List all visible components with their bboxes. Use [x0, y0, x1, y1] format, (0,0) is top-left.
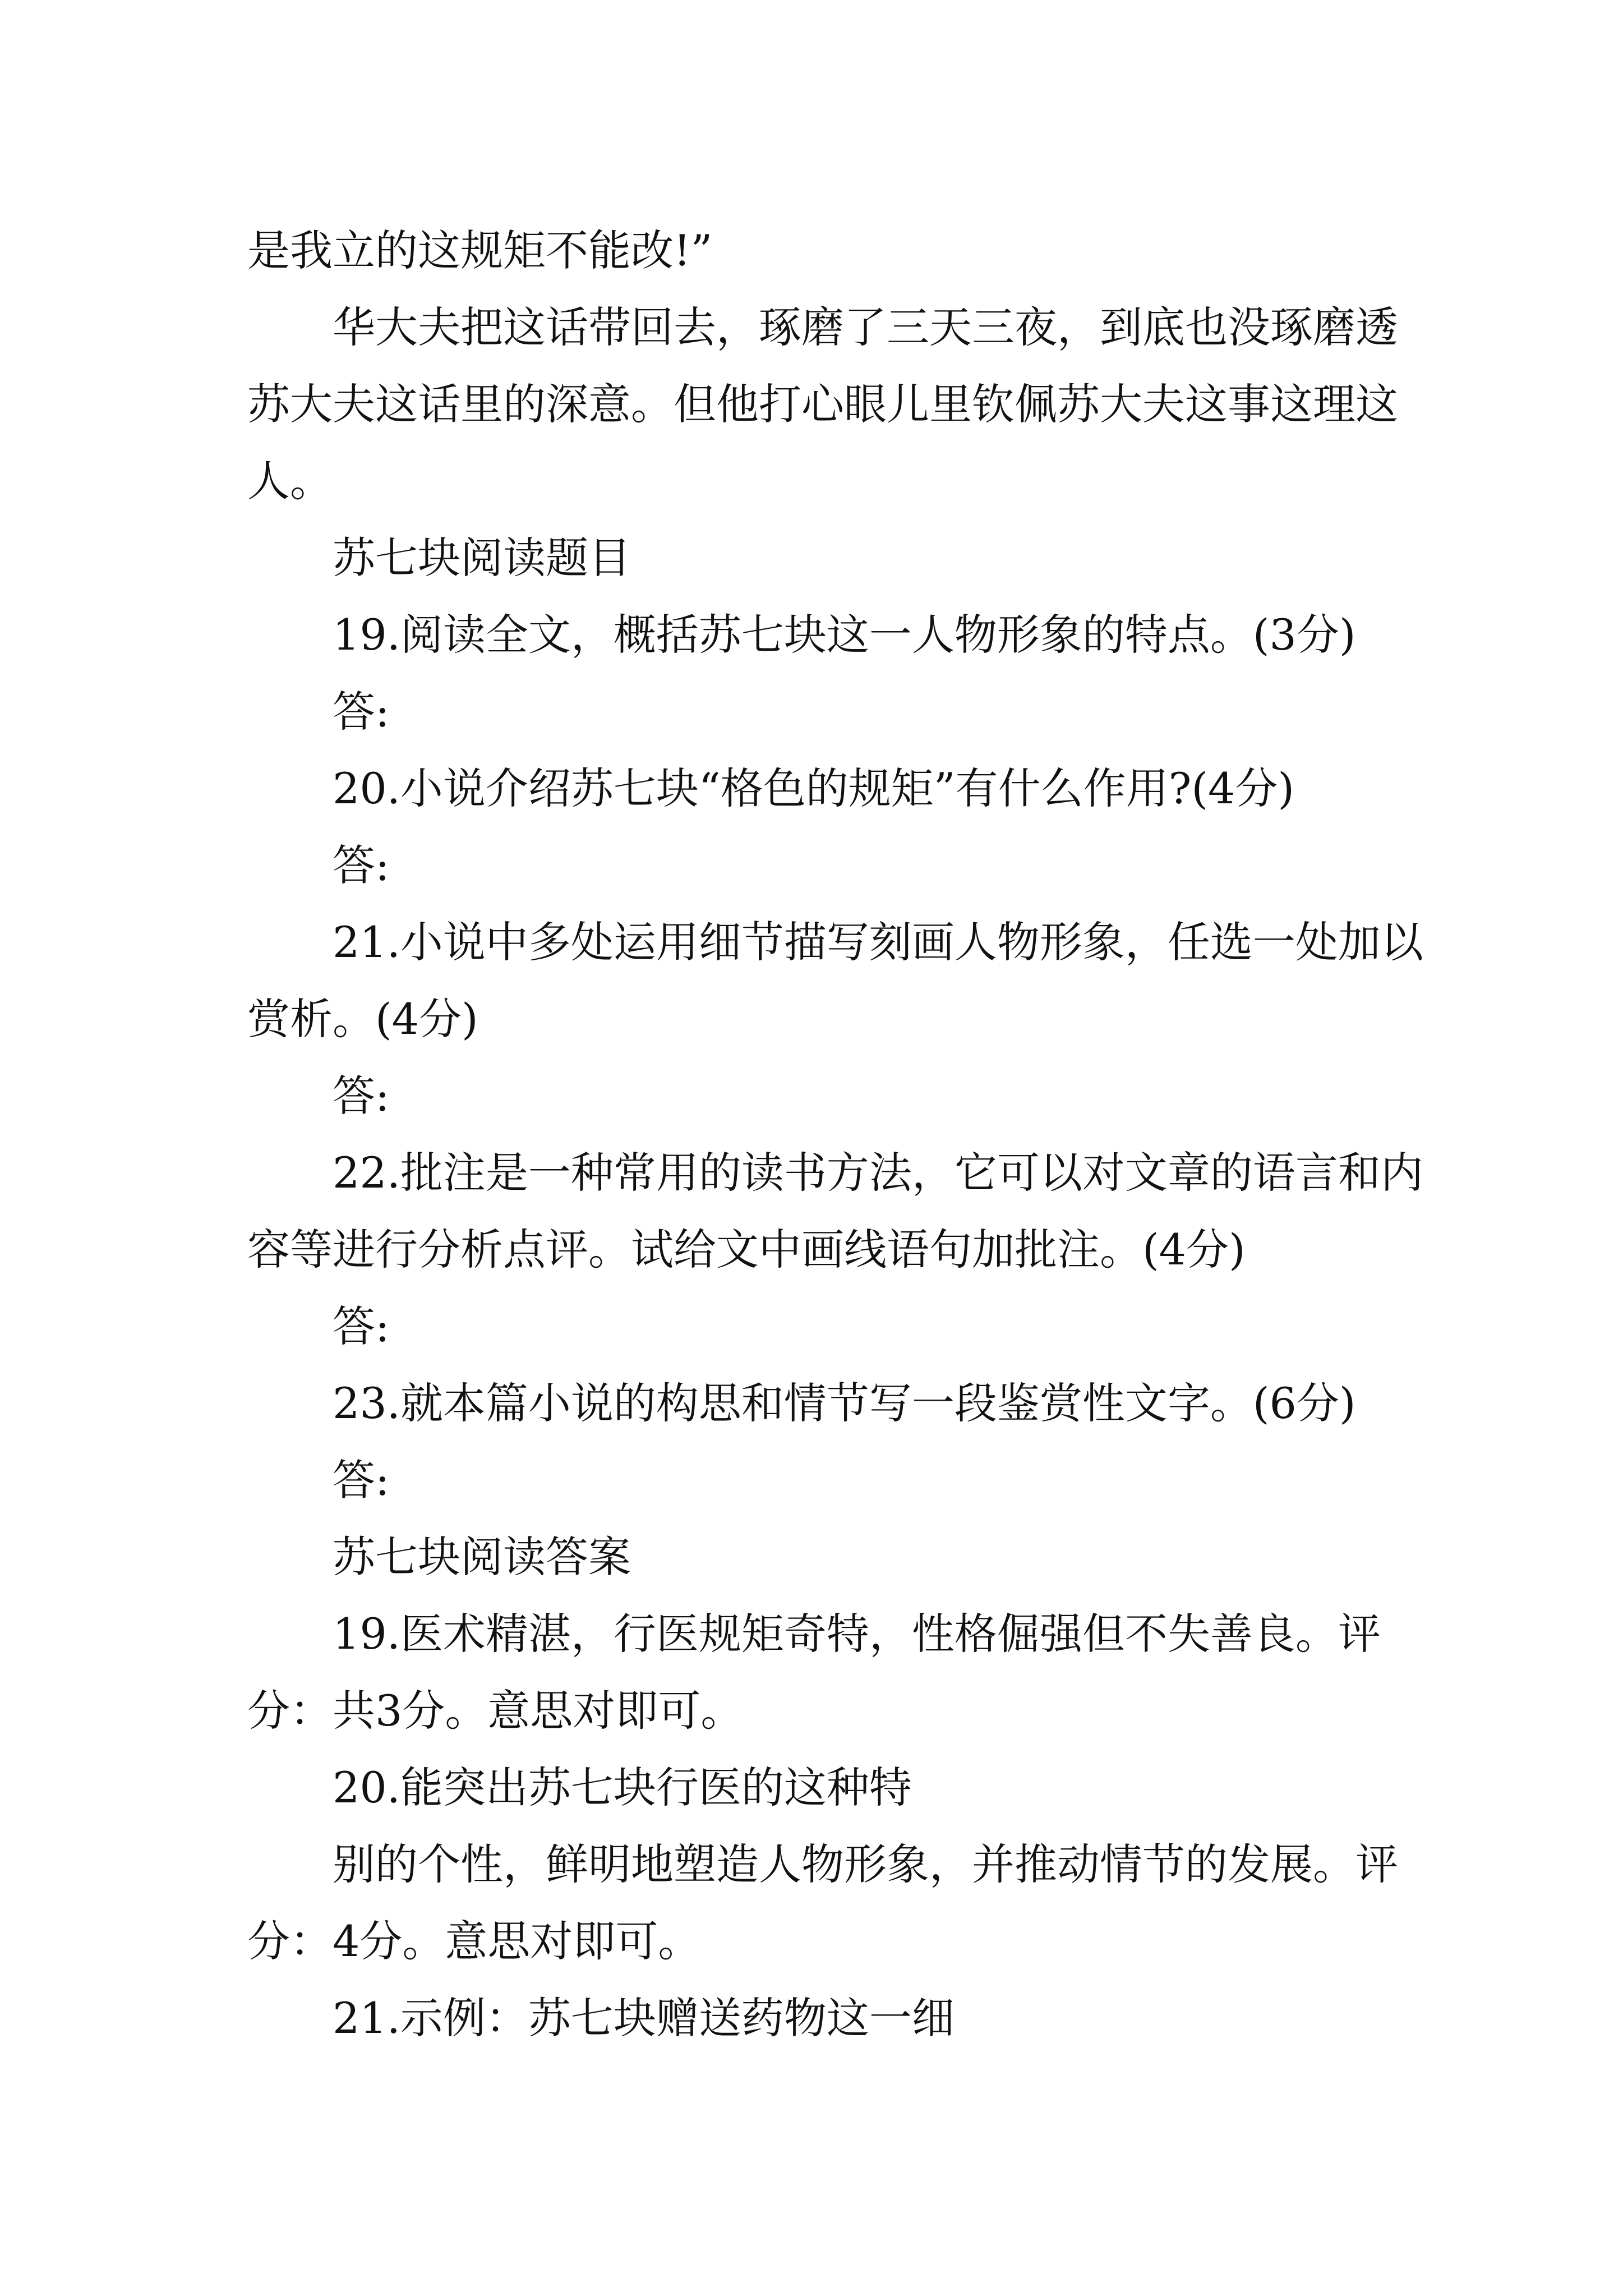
answer-20-part-2: 别的个性，鲜明地塑造人物形象，并推动情节的发展。评分：4分。意思对即可。: [247, 1839, 1398, 1966]
answer-label-21: 答:: [333, 1071, 390, 1121]
question-23: 23.就本篇小说的构思和情节写一段鉴赏性文字。(6分): [333, 1378, 1356, 1428]
answer-label-19: 答:: [333, 687, 390, 737]
question-22: 22.批注是一种常用的读书方法，它可以对文章的语言和内容等进行分析点评。试给文中画线语句加批注。(4分): [247, 1148, 1423, 1274]
answer-label-22: 答:: [333, 1301, 390, 1351]
answer-label-20: 答:: [333, 840, 390, 890]
answer-21-partial: 21.示例：苏七块赠送药物这一细: [333, 1993, 955, 2043]
section-heading-questions: 苏七块阅读题目: [333, 533, 631, 583]
section-heading-answers: 苏七块阅读答案: [333, 1532, 631, 1582]
answer-20-part-1: 20.能突出苏七块行医的这种特: [333, 1763, 912, 1812]
paragraph-quote-end: 是我立的这规矩不能改!”: [247, 226, 713, 275]
paragraph-hua-daifu: 华大夫把这话带回去，琢磨了三天三夜，到底也没琢磨透苏大夫这话里的深意。但他打心眼儿里钦佩苏大夫这事这理这人。: [247, 302, 1398, 506]
answer-label-23: 答:: [333, 1455, 390, 1505]
question-21: 21.小说中多处运用细节描写刻画人物形象，任选一处加以赏析。(4分): [247, 917, 1423, 1044]
document-body: [247, 212, 1425, 2056]
question-19: 19.阅读全文，概括苏七块这一人物形象的特点。(3分): [333, 610, 1356, 660]
question-20: 20.小说介绍苏七块“格色的规矩”有什么作用?(4分): [333, 763, 1294, 813]
answer-19: 19.医术精湛，行医规矩奇特，性格倔强但不失善良。评分：共3分。意思对即可。: [247, 1609, 1381, 1736]
